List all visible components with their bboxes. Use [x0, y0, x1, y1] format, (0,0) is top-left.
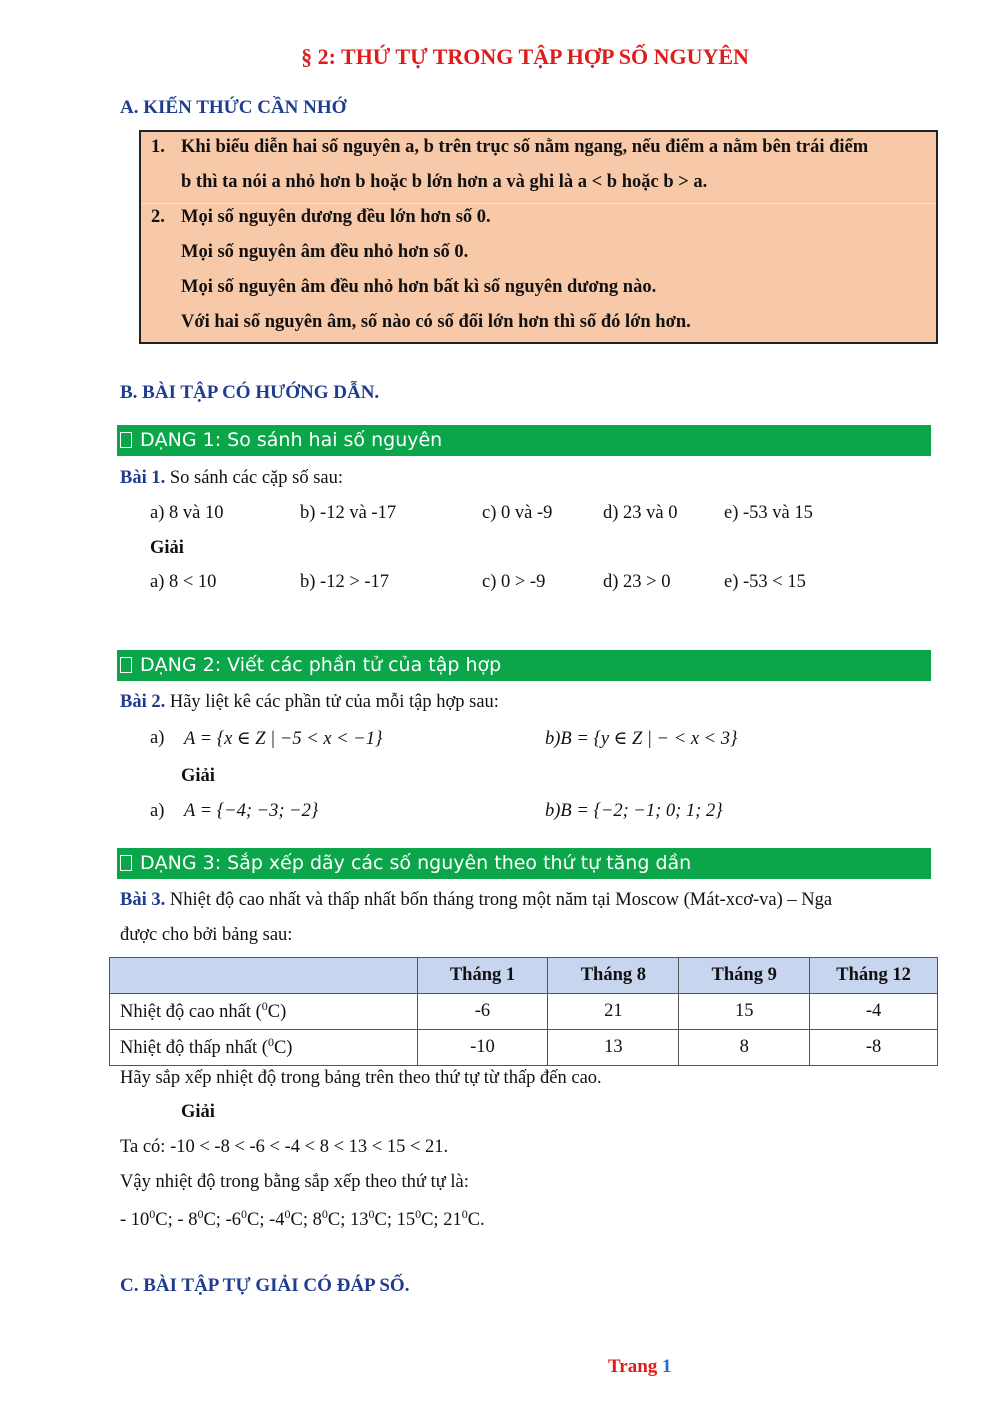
table-cell: 13 [548, 1030, 679, 1066]
bai3-order: - $10^0C$; - $8^0C$; $-6^0C$; $-4^0C$; $8^0C$; $13^0C$; $15^0C$; $21^0C$. [120, 1207, 485, 1231]
table-header-cell [110, 958, 418, 994]
bai2-question [120, 692, 499, 713]
table-header-cell: Tháng 9 [679, 958, 810, 994]
section-a-heading: A. KIẾN THỨC CẦN NHỚ [120, 97, 347, 118]
degree-sup: 0 [368, 1207, 375, 1221]
bai2-answer-a: A = {−4; −3; −2} [184, 801, 319, 821]
table-cell: 21 [548, 994, 679, 1030]
table-cell: -6 [417, 994, 548, 1030]
bai1-text: So sánh các cặp số sau: [169, 468, 343, 488]
page-title: § 2: THỨ TỰ TRONG TẬP HỢP SỐ NGUYÊN [301, 44, 749, 69]
footer-label: Trang [608, 1356, 658, 1377]
bai2-answer-a-label: a) [150, 801, 165, 821]
bai1-item-a: a) 8 và 10 [150, 503, 224, 523]
bai1-item-b: b) -12 và -17 [300, 503, 397, 523]
table-cell: 15 [679, 994, 810, 1030]
item2-line4: Với hai số nguyên âm, số nào có số đối lớn hơn thì số đó lớn hơn. [181, 312, 691, 332]
checkbox-icon [120, 657, 132, 673]
degree-sup: 0 [461, 1207, 468, 1221]
table-header-cell: Tháng 1 [417, 958, 548, 994]
bai3-question-line2: được cho bởi bảng sau: [120, 925, 293, 945]
bai1-question [120, 468, 343, 489]
dang2-heading: DẠNG 2: Viết các phần tử của tập hợp [140, 654, 502, 676]
table-cell: 8 [679, 1030, 810, 1066]
item2-line1: Mọi số nguyên dương đều lớn hơn số 0. [181, 207, 491, 227]
page-footer [608, 1356, 672, 1378]
bai1-item-c: c) 0 và -9 [482, 503, 553, 523]
dang2-band [117, 650, 931, 681]
bai2-text: Hãy liệt kê các phần tử của mỗi tập hợp sau: [169, 692, 499, 712]
bai3-text: Nhiệt độ cao nhất và thấp nhất bốn tháng trong một năm tại Moscow (Mát-xcơ-va) – Nga [169, 890, 833, 910]
degree-sup: 0 [321, 1207, 328, 1221]
item1-number: 1. [151, 137, 165, 157]
row-unit: C) [267, 1002, 287, 1023]
bai3-instruction: Hãy sắp xếp nhiệt độ trong bảng trên theo thứ tự từ thấp đến cao. [120, 1068, 602, 1088]
degree-sup: 0 [415, 1207, 422, 1221]
bai3-ta-co: Ta có: -10 < -8 < -6 < -4 < 8 < 13 < 15 < 21. [120, 1137, 449, 1157]
degree-sup: 0 [197, 1207, 204, 1221]
dang3-heading: DẠNG 3: Sắp xếp dãy các số nguyên theo thứ tự tăng dần [140, 852, 692, 874]
item1-line2: b thì ta nói a nhỏ hơn b hoặc b lớn hơn a và ghi là a < b hoặc b > a. [181, 172, 708, 192]
dang3-band [117, 848, 931, 879]
degree-sup: 0 [240, 1207, 247, 1221]
degree-sup: 0 [284, 1207, 291, 1221]
bai2-set-b: b)B = {y ∈ Z | − < x < 3} [545, 729, 738, 749]
bai3-label: Bài 3. [120, 890, 166, 910]
bai2-giai: Giải [181, 766, 215, 786]
dang1-heading: DẠNG 1: So sánh hai số nguyên [140, 429, 443, 451]
bai1-answer-a: a) 8 < 10 [150, 572, 217, 592]
table-row [110, 1030, 938, 1066]
bai1-item-e: e) -53 và 15 [724, 503, 813, 523]
order-value: -4 [269, 1210, 285, 1231]
bai1-label: Bài 1. [120, 468, 166, 488]
row-label-text: Nhiệt độ cao nhất ( [120, 1002, 262, 1023]
bai1-answer-b: b) -12 > -17 [300, 572, 390, 592]
order-value: -6 [225, 1210, 241, 1231]
table-header-row [110, 958, 938, 994]
order-value: - 8 [177, 1210, 198, 1231]
table-cell: -8 [810, 1030, 938, 1066]
table-cell: -4 [810, 994, 938, 1030]
bai2-a-label: a) [150, 728, 165, 748]
box-divider [141, 203, 936, 204]
bai2-label: Bài 2. [120, 692, 166, 712]
dang1-band [117, 425, 931, 456]
item2-line3: Mọi số nguyên âm đều nhỏ hơn bất kì số nguyên dương nào. [181, 277, 657, 297]
table-row [110, 994, 938, 1030]
knowledge-box [139, 130, 938, 344]
section-b-heading: B. BÀI TẬP CÓ HƯỚNG DẪN. [120, 382, 380, 403]
degree-sup: 0 [261, 999, 268, 1014]
row-label [110, 1030, 418, 1066]
table-header-cell: Tháng 12 [810, 958, 938, 994]
item2-line2: Mọi số nguyên âm đều nhỏ hơn số 0. [181, 242, 469, 262]
bai3-question-line1 [120, 890, 832, 911]
bai1-answer-e: e) -53 < 15 [724, 572, 806, 592]
bai3-giai: Giải [181, 1102, 215, 1122]
table-cell: -10 [417, 1030, 548, 1066]
bai1-giai: Giải [150, 538, 184, 558]
bai1-answer-c: c) 0 > -9 [482, 572, 546, 592]
bai1-item-d: d) 23 và 0 [603, 503, 678, 523]
degree-sup: 0 [267, 1035, 274, 1050]
bai2-set-a: A = {x ∈ Z | −5 < x < −1} [184, 729, 383, 749]
order-value: 8 [312, 1210, 322, 1231]
order-value: 13 [349, 1210, 369, 1231]
degree-sup: 0 [149, 1207, 156, 1221]
checkbox-icon [120, 855, 132, 871]
table-header-cell: Tháng 8 [548, 958, 679, 994]
row-unit: C) [273, 1038, 293, 1059]
order-value: - 10 [120, 1210, 150, 1231]
row-label-text: Nhiệt độ thấp nhất ( [120, 1038, 268, 1059]
checkbox-icon [120, 432, 132, 448]
item2-number: 2. [151, 207, 165, 227]
row-label [110, 994, 418, 1030]
item1-line1: Khi biểu diễn hai số nguyên a, b trên trục số nằm ngang, nếu điểm a nằm bên trái điểm [181, 137, 869, 157]
order-value: 21 [443, 1210, 462, 1231]
page-number: 1 [662, 1356, 672, 1377]
bai1-answer-d: d) 23 > 0 [603, 572, 671, 592]
temperature-table [109, 957, 938, 1066]
bai2-answer-b: b)B = {−2; −1; 0; 1; 2} [545, 801, 723, 821]
section-c-heading: C. BÀI TẬP TỰ GIẢI CÓ ĐÁP SỐ. [120, 1275, 410, 1296]
bai3-vay: Vậy nhiệt độ trong bằng sắp xếp theo thứ tự là: [120, 1172, 469, 1192]
order-value: 15 [396, 1210, 416, 1231]
